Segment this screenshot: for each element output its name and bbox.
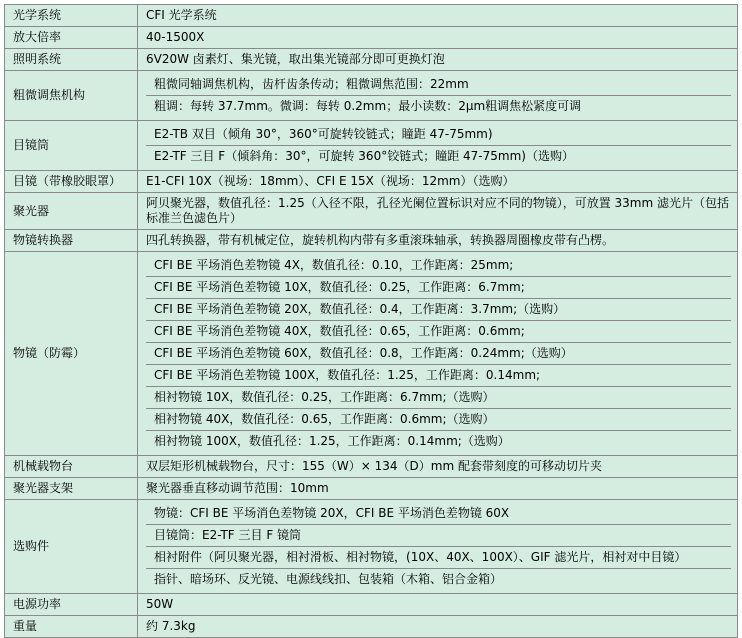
option-line [146,503,731,525]
table-row [5,121,738,171]
row-label-optical-system: 光学系统 [5,5,138,27]
objective-line: CFI BE 平场消色差物镜 60X，数值孔径：0.8，工作距离：0.24mm;（选购） [146,343,731,365]
row-label-magnification: 放大倍率 [5,27,138,49]
options-lines [146,503,731,590]
objective-line: 相衬物镜 40X，数值孔径：0.65，工作距离：0.6mm;（选购） [146,409,731,431]
row-label-weight: 重量 [5,616,138,638]
row-value-eyepiece-tube [138,121,738,171]
table-row [5,171,738,193]
option-text: 指针、暗场环、反光镜、电源线线扣、包装箱（木箱、铝合金箱） [154,572,503,586]
row-value-focusing [138,71,738,121]
objective-line: 相衬物镜 10X，数值孔径：0.25，工作距离：6.7mm;（选购） [146,387,731,409]
row-value-stage: 双层矩形机械载物台，尺寸：155（W）× 134（D）mm 配套带刻度的可移动切片夹 [138,456,738,478]
objective-line: CFI BE 平场消色差物镜 20X，数值孔径：0.4，工作距离：3.7mm;（选购） [146,299,731,321]
table-row [5,500,738,594]
table-row [5,49,738,71]
table-row [5,456,738,478]
eyepiece-tube-line: E2-TB 双目（倾角 30°，360°可旋转铰链式；瞳距 47-75mm) [146,124,731,146]
objective-line: CFI BE 平场消色差物镜 4X，数值孔径：0.10，工作距离：25mm; [146,255,731,277]
objective-line: 相衬物镜 100X，数值孔径：1.25，工作距离：0.14mm;（选购） [146,431,731,453]
table-row [5,478,738,500]
row-label-illumination: 照明系统 [5,49,138,71]
eyepiece-tube-line: E2-TF 三目 F（倾斜角：30°，可旋转 360°铰链式；瞳距 47-75mm)（选购） [146,146,731,168]
focusing-line: 粗微同轴调焦机构，齿杆齿条传动；粗微调焦范围：22mm [146,74,731,96]
option-text: E2-TF 三目 F 镜筒 [202,528,302,542]
row-value-condenser: 阿贝聚光器，数值孔径：1.25（入径不限，孔径光阑位置标识对应不同的物镜），可放置 33mm 滤光片（包括标准兰色滤色片） [138,193,738,230]
focusing-line: 粗调：每转 37.7mm。微调：每转 0.2mm；最小读数：2μm粗调焦松紧度可调 [146,96,731,118]
option-key: 物镜： [154,506,191,520]
objective-line: CFI BE 平场消色差物镜 100X，数值孔径：1.25，工作距离：0.14mm; [146,365,731,387]
table-row [5,616,738,638]
row-label-stage: 机械载物台 [5,456,138,478]
table-row [5,5,738,27]
row-value-eyepiece: E1-CFI 10X（视场：18mm）、CFI E 15X（视场：12mm）（选购） [138,171,738,193]
table-row [5,230,738,252]
objective-line: CFI BE 平场消色差物镜 10X，数值孔径：0.25，工作距离：6.7mm; [146,277,731,299]
option-text: CFI BE 平场消色差物镜 20X，CFI BE 平场消色差物镜 60X [190,506,510,520]
row-label-objectives: 物镜（防霉） [5,252,138,456]
row-label-power: 电源功率 [5,594,138,616]
table-row [5,252,738,456]
row-label-eyepiece-tube: 目镜筒 [5,121,138,171]
row-value-options [138,500,738,594]
row-label-nosepiece: 物镜转换器 [5,230,138,252]
row-value-magnification: 40-1500X [138,27,738,49]
objective-lines [146,255,731,452]
row-label-condenser: 聚光器 [5,193,138,230]
option-line [146,569,731,591]
row-label-focusing: 粗微调焦机构 [5,71,138,121]
table-row [5,27,738,49]
table-row [5,71,738,121]
row-label-options: 选购件 [5,500,138,594]
row-label-condenser-holder: 聚光器支架 [5,478,138,500]
row-value-condenser-holder: 聚光器垂直移动调节范围：10mm [138,478,738,500]
row-value-power: 50W [138,594,738,616]
row-value-illumination: 6V20W 卤素灯、集光镜，取出集光镜部分即可更换灯泡 [138,49,738,71]
specification-table [4,4,738,638]
row-value-weight: 约 7.3kg [138,616,738,638]
table-row [5,594,738,616]
row-value-optical-system: CFI 光学系统 [138,5,738,27]
eyepiece-tube-lines [146,124,731,167]
option-key: 相衬附件 [154,550,203,564]
focusing-lines [146,74,731,117]
objective-line: CFI BE 平场消色差物镜 40X，数值孔径：0.65，工作距离：0.6mm; [146,321,731,343]
option-line [146,547,731,569]
option-text: （阿贝聚光器，相衬滑板、相衬物镜，(10X、40X、100X）、GIF 滤光片，相衬对中目镜） [202,550,687,564]
option-line [146,525,731,547]
row-label-eyepiece: 目镜（带橡胶眼罩） [5,171,138,193]
row-value-nosepiece: 四孔转换器，带有机械定位，旋转机构内带有多重滚珠轴承，转换器周圈橡皮带有凸楞。 [138,230,738,252]
option-key: 目镜筒： [154,528,203,542]
table-row [5,193,738,230]
row-value-objectives [138,252,738,456]
